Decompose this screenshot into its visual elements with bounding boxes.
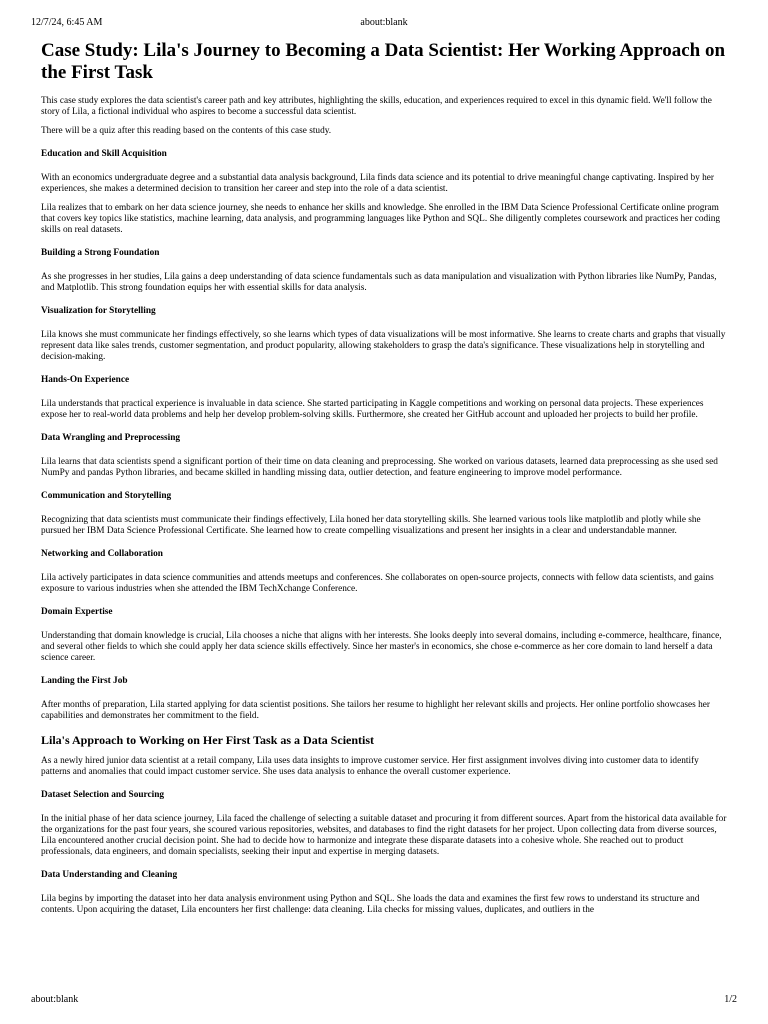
intro-paragraph: This case study explores the data scientist's career path and key attributes, highlighting the skills, education, and experiences required to excel in this dynamic field. We'll follow the story of Lila, a fictional individual who aspires to become a successful data scientist. xyxy=(41,96,712,117)
section-heading-dataset: Dataset Selection and Sourcing xyxy=(41,790,165,800)
section-heading-first-job: Landing the First Job xyxy=(41,676,128,686)
section-paragraph: Lila begins by importing the dataset into her data analysis environment using Python and SQL. She loads the data and examines the first few rows to understand its structure and contents. Upon acquiring the dataset, Lila encounters her first challenge: data cleaning. Lila checks for missing values, duplicates, and outliers in the xyxy=(41,894,700,915)
section-heading-visualization: Visualization for Storytelling xyxy=(41,306,156,316)
section-paragraph: Lila learns that data scientists spend a significant portion of their time on data cleaning and preprocessing. She worked on various datasets, learned data preprocessing as she used sed NumPy and pandas Python libraries, and became skilled in handling missing data, outlier detection, and feature engineering to improve model performance. xyxy=(41,457,718,478)
section-heading-networking: Networking and Collaboration xyxy=(41,549,163,559)
section-paragraph: In the initial phase of her data science journey, Lila faced the challenge of selecting a suitable dataset and procuring it from different sources. Apart from the historical data available for the organizations for the past four years, she scoured various repositories, websites, and databases to find the right datasets for her project. Upon collecting data from diverse sources, Lila encountered another crucial decision point. She had to decide how to harmonize and integrate these disparate datasets into a cohesive whole. She reached out to product professionals, data engineers, and domain specialists, seeking their input and expertise in merging datasets. xyxy=(41,814,727,857)
section-paragraph: Lila realizes that to embark on her data science journey, she needs to enhance her skills and knowledge. She enrolled in the IBM Data Science Professional Certificate online program that covers key topics like statistics, machine learning, data analysis, and programming languages like Python and SQL. She diligently completes coursework and practices her coding skills on real datasets. xyxy=(41,203,721,235)
part2-heading: Lila's Approach to Working on Her First Task as a Data Scientist xyxy=(41,733,375,747)
page-title: Case Study: Lila's Journey to Becoming a Data Scientist: Her Working Approach on the First Task xyxy=(41,40,726,83)
section-heading-hands-on: Hands-On Experience xyxy=(41,375,130,385)
section-heading-domain: Domain Expertise xyxy=(41,607,113,617)
section-paragraph: As she progresses in her studies, Lila gains a deep understanding of data science fundamentals such as data manipulation and visualization with Python libraries like NumPy, Pandas, and Matplotlib. This strong foundation equips her with essential skills for data analysis. xyxy=(41,272,717,293)
page-number: 1/2 xyxy=(724,994,737,1005)
footer-url: about:blank xyxy=(31,994,79,1005)
section-paragraph: With an economics undergraduate degree and a substantial data analysis background, Lila finds data science and its potential to drive meaningful change captivating. Inspired by her experiences, she makes a determined decision to transition her career and step into the role of a data scientist. xyxy=(41,173,714,194)
section-heading-foundation: Building a Strong Foundation xyxy=(41,248,160,258)
section-heading-cleaning: Data Understanding and Cleaning xyxy=(41,870,178,880)
section-paragraph: Lila understands that practical experience is invaluable in data science. She started participating in Kaggle competitions and working on personal data projects. These experiences expose her to real-world data problems and help her develop problem-solving skills. Furthermore, she created her GitHub account and uploaded her projects to build her profile. xyxy=(41,399,704,420)
print-url: about:blank xyxy=(360,17,408,28)
section-paragraph: Lila actively participates in data science communities and attends meetups and conferences. She collaborates on open-source projects, connects with fellow data scientists, and gains exposure to various industries when she attended the IBM TechXchange Conference. xyxy=(41,573,714,594)
section-heading-education: Education and Skill Acquisition xyxy=(41,149,167,159)
section-heading-wrangling: Data Wrangling and Preprocessing xyxy=(41,433,181,443)
section-paragraph: After months of preparation, Lila started applying for data scientist positions. She tailors her resume to highlight her relevant skills and projects. Her online portfolio showcases her capabilities and demonstrates her commitment to the field. xyxy=(41,700,710,721)
section-paragraph: Lila knows she must communicate her findings effectively, so she learns which types of data visualizations will be most informative. She learns to create charts and graphs that visually represent data like sales trends, customer segmentation, and product popularity, allowing stakeholders to grasp the data's significance. These visualizations help in storytelling and decision-making. xyxy=(41,330,726,362)
section-paragraph: Recognizing that data scientists must communicate their findings effectively, Lila honed her data storytelling skills. She learned various tools like matplotlib and plotly while she pursued her IBM Data Science Professional Certificate. She learned how to create compelling visualizations and present her insights in a clear and understandable manner. xyxy=(41,515,701,536)
print-datetime: 12/7/24, 6:45 AM xyxy=(31,17,103,28)
part2-intro: As a newly hired junior data scientist at a retail company, Lila uses data insights to improve customer service. Her first assignment involves diving into customer data to identify patterns and anomalies that could impact customer service. She uses data analysis to enhance the overall customer experience. xyxy=(41,756,699,777)
section-heading-communication: Communication and Storytelling xyxy=(41,491,172,501)
quiz-notice: There will be a quiz after this reading based on the contents of this case study. xyxy=(41,126,332,136)
article xyxy=(41,40,727,924)
section-paragraph: Understanding that domain knowledge is crucial, Lila chooses a niche that aligns with her interests. She looks deeply into several domains, including e-commerce, healthcare, finance, and several other fields to which she could apply her data science skills effectively. Since her master's in economics, she chose e-commerce as her core domain to land herself a data science career. xyxy=(41,631,722,663)
